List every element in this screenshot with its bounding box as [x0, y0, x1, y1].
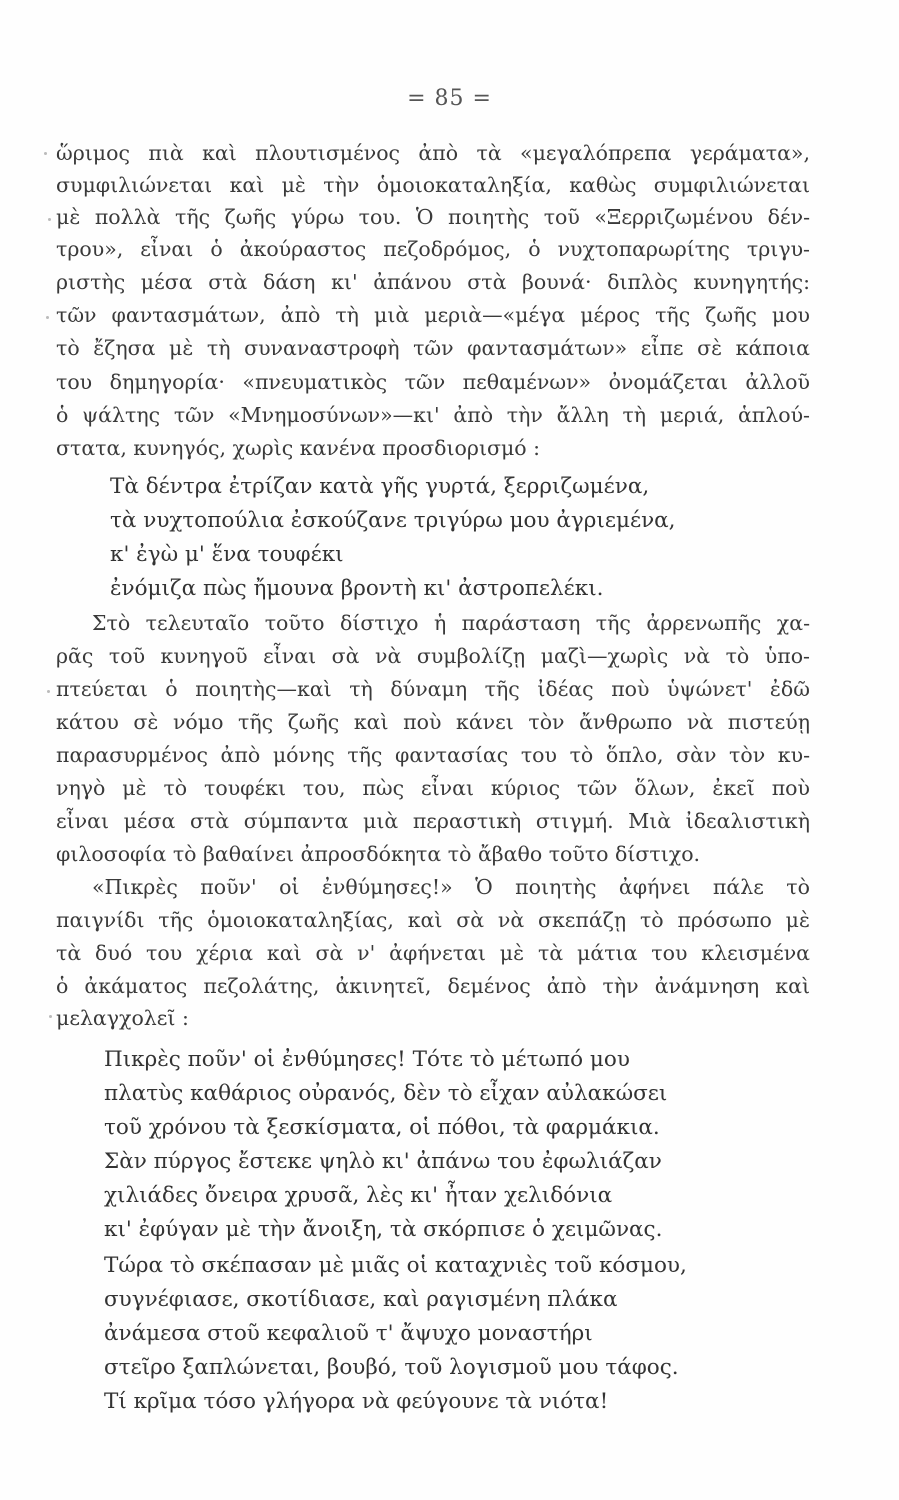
- text-line: τρου», εἶναι ὁ ἀκούραστος πεζοδρόμος, ὁ νυχτοπαρωρίτης τριγυ-: [56, 237, 810, 261]
- verse-line: Τί κρῖμα τόσο γλήγορα νὰ φεύγουνε τὰ νιότα!: [104, 1389, 609, 1414]
- text-line: ρᾶς τοῦ κυνηγοῦ εἶναι σὰ νὰ συμβολίζῃ μαζὶ—χωρὶς νὰ τὸ ὑπο-: [56, 644, 810, 668]
- text-line: εἶναι μέσα στὰ σύμπαντα μιὰ περαστικὴ στιγμή. Μιὰ ἰδεαλιστικὴ: [56, 809, 810, 833]
- text-line: τὰ δυό του χέρια καὶ σὰ ν' ἀφήνεται μὲ τὰ μάτια του κλεισμένα: [56, 941, 810, 965]
- verse-line: χιλιάδες ὄνειρα χρυσᾶ, λὲς κι' ἦταν χελιδόνια: [104, 1183, 613, 1208]
- text-line: ριστὴς μέσα στὰ δάση κι' ἀπάνου στὰ βουνά· διπλὸς κυνηγητής:: [56, 270, 810, 294]
- text-line: ὁ ἀκάματος πεζολάτης, ἀκινητεῖ, δεμένος ἀπὸ τὴν ἀνάμνηση καὶ: [56, 974, 810, 998]
- verse-line: κ' ἐγὼ μ' ἕνα τουφέκι: [110, 542, 344, 567]
- text-line: ὥριμος πιὰ καὶ πλουτισμένος ἀπὸ τὰ «μεγαλόπρεπα γεράματα»,: [56, 141, 810, 165]
- text-line: συμφιλιώνεται καὶ μὲ τὴν ὁμοιοκαταληξία, καθὼς συμφιλιώνεται: [56, 173, 810, 197]
- scan-speck: [48, 218, 51, 221]
- verse-line: Τώρα τὸ σκέπασαν μὲ μιᾶς οἱ καταχνιὲς τοῦ κόσμου,: [104, 1253, 687, 1278]
- text-line: στατα, κυνηγός, χωρὶς κανένα προσδιορισμό :: [56, 436, 541, 460]
- page-number: = 85 =: [407, 86, 492, 111]
- text-line: τὸ ἔζησα μὲ τὴ συναναστροφὴ τῶν φαντασμάτων» εἶπε σὲ κάποια: [56, 336, 810, 360]
- scan-speck: [44, 152, 47, 155]
- verse-line: τὰ νυχτοπούλια ἐσκούζανε τριγύρω μου ἀγριεμένα,: [110, 508, 676, 533]
- text-line: παιγνίδι τῆς ὁμοιοκαταληξίας, καὶ σὰ νὰ σκεπάζῃ τὸ πρόσωπο μὲ: [56, 908, 810, 932]
- text-line: μὲ πολλὰ τῆς ζωῆς γύρω του. Ὁ ποιητὴς τοῦ «Ξερριζωμένου δέν-: [56, 205, 810, 229]
- scan-speck: [46, 316, 49, 319]
- text-line: μελαγχολεῖ :: [56, 1006, 189, 1030]
- verse-line: Σὰν πύργος ἔστεκε ψηλὸ κι' ἀπάνω του ἐφωλιάζαν: [104, 1149, 662, 1174]
- text-line: «Πικρὲς ποῦν' οἱ ἐνθύμησες!» Ὁ ποιητὴς ἀφήνει πάλε τὸ: [92, 875, 810, 899]
- text-line: παρασυρμένος ἀπὸ μόνης τῆς φαντασίας του τὸ ὅπλο, σὰν τὸν κυ-: [56, 743, 810, 767]
- text-line: ὁ ψάλτης τῶν «Μνημοσύνων»—κι' ἀπὸ τὴν ἄλλη τὴ μεριά, ἁπλού-: [56, 403, 810, 427]
- verse-line: ἐνόμιζα πὼς ἤμουνα βροντὴ κι' ἀστροπελέκι.: [110, 576, 604, 601]
- verse-line: πλατὺς καθάριος οὐρανός, δὲν τὸ εἶχαν αὐλακώσει: [104, 1081, 668, 1106]
- text-line: νηγὸ μὲ τὸ τουφέκι του, πὼς εἶναι κύριος τῶν ὅλων, ἐκεῖ ποὺ: [56, 776, 810, 800]
- verse-line: κι' ἐφύγαν μὲ τὴν ἄνοιξη, τὰ σκόρπισε ὁ χειμῶνας.: [104, 1217, 663, 1242]
- text-line: τῶν φαντασμάτων, ἀπὸ τὴ μιὰ μεριὰ—«μέγα μέρος τῆς ζωῆς μου: [56, 303, 810, 327]
- scan-speck: [49, 1015, 52, 1018]
- verse-line: ἀνάμεσα στοῦ κεφαλιοῦ τ' ἄψυχο μοναστήρι: [104, 1321, 593, 1346]
- text-line: Στὸ τελευταῖο τοῦτο δίστιχο ἡ παράσταση τῆς ἀρρενωπῆς χα-: [92, 611, 810, 635]
- text-line: φιλοσοφία τὸ βαθαίνει ἀπροσδόκητα τὸ ἄβαθο τοῦτο δίστιχο.: [56, 842, 701, 866]
- verse-line: συγνέφιασε, σκοτίδιασε, καὶ ραγισμένη πλάκα: [104, 1287, 618, 1312]
- verse-line: στεῖρο ξαπλώνεται, βουβό, τοῦ λογισμοῦ μου τάφος.: [104, 1355, 679, 1380]
- scan-speck: [47, 690, 50, 693]
- verse-line: Πικρὲς ποῦν' οἱ ἐνθύμησες! Τότε τὸ μέτωπό μου: [104, 1047, 630, 1072]
- verse-line: Τὰ δέντρα ἐτρίζαν κατὰ γῆς γυρτά, ξερριζωμένα,: [110, 474, 650, 499]
- verse-line: τοῦ χρόνου τὰ ξεσκίσματα, οἱ πόθοι, τὰ φαρμάκια.: [104, 1115, 660, 1140]
- text-line: του δημηγορία· «πνευματικὸς τῶν πεθαμένων» ὀνομάζεται ἀλλοῦ: [56, 370, 810, 394]
- text-line: πτεύεται ὁ ποιητὴς—καὶ τὴ δύναμη τῆς ἰδέας ποὺ ὑψώνετ' ἐδῶ: [56, 677, 810, 701]
- text-line: κάτου σὲ νόμο τῆς ζωῆς καὶ ποὺ κάνει τὸν ἄνθρωπο νὰ πιστεύῃ: [56, 710, 810, 734]
